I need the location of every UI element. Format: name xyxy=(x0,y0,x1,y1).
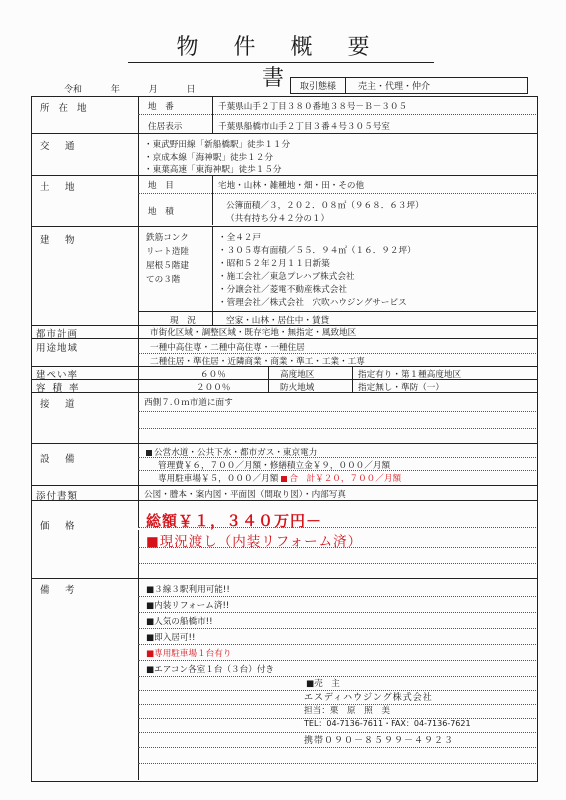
chiban-label: 地 番 xyxy=(148,102,174,112)
zoning-line-1: 一種中高住専・二種中高住専・一種住居 xyxy=(150,343,305,353)
zoning-label: 用途地域 xyxy=(36,343,79,354)
rule xyxy=(138,457,536,458)
building-subdivider xyxy=(212,226,213,312)
date-month: 月 xyxy=(148,85,158,95)
seller-label: ■売 主 xyxy=(306,679,340,689)
rule xyxy=(138,747,536,748)
facilities-label: 設 備 xyxy=(40,454,78,465)
row-divider xyxy=(31,175,538,176)
rule xyxy=(138,628,536,629)
row-divider xyxy=(31,338,538,339)
notes-label: 備 考 xyxy=(40,585,78,596)
title-underline xyxy=(128,62,434,63)
utilities-text: 公営水道・公共下水・都市ガス・東京電力 xyxy=(154,448,318,458)
building-detail-2: ・３０５専有面積／５５．９４㎡（１６．９２坪） xyxy=(218,246,416,256)
jukyo-label: 住居表示 xyxy=(148,122,183,132)
far-label: 容 積 率 xyxy=(36,383,81,394)
rule xyxy=(138,596,536,597)
road-value: 西側７.０ｍ市道に面す xyxy=(144,398,233,408)
structure-line-3: 屋根５階建 xyxy=(146,261,189,271)
row-divider xyxy=(31,500,538,501)
rule xyxy=(138,311,536,312)
seller-company: エスディハウジング株式会社 xyxy=(304,693,433,703)
structure-line-1: 鉄筋コンク xyxy=(146,233,189,243)
seller-tel-fax: TEL：04-7136-7611・FAX：04-7136-7621 xyxy=(304,719,471,728)
attachments-value: 公図・謄本・案内図・平面図（間取り図）・内部写真 xyxy=(144,490,346,500)
row-divider xyxy=(31,133,538,134)
structure-line-2: リート造陸 xyxy=(146,247,189,257)
attachments-label: 添付書類 xyxy=(36,491,79,502)
monthly-total: 合 計￥２０，７００／月額 xyxy=(289,474,402,484)
label-divider-lower xyxy=(138,530,139,780)
location-label: 所 在 地 xyxy=(40,103,90,114)
row-divider xyxy=(31,226,538,227)
deal-type-value: 売主・代理・仲介 xyxy=(358,82,431,92)
land-label: 土 地 xyxy=(40,182,78,193)
rule xyxy=(138,763,536,764)
note-item-4: ■即入居可!! xyxy=(146,633,196,643)
rule xyxy=(138,470,536,471)
transport-line-1: ・東武野田線「新船橋駅」徒歩１１分 xyxy=(144,140,291,150)
rule xyxy=(138,660,536,661)
rule xyxy=(138,114,536,115)
price-status: ■現況渡し（内装リフォーム済） xyxy=(146,534,363,550)
land-subdivider xyxy=(212,175,213,225)
row-divider xyxy=(31,379,538,380)
note-item-2: ■内装リフォーム済!! xyxy=(146,601,230,611)
note-item-1: ■３線３駅利用可能!! xyxy=(146,585,230,595)
status-value: 空家・山林・居住中・賃貸 xyxy=(226,316,330,326)
height-district-label: 高度地区 xyxy=(280,370,315,380)
rule xyxy=(138,193,536,194)
rule xyxy=(138,644,536,645)
transport-label: 交 通 xyxy=(40,141,78,152)
rule xyxy=(138,411,536,412)
note-item-6: ■エアコン各室１台（３台）付き xyxy=(146,665,275,675)
deal-type-label: 取引態様 xyxy=(291,78,346,93)
rule xyxy=(138,563,536,564)
rule xyxy=(138,612,536,613)
deal-type-box xyxy=(290,77,528,94)
rule xyxy=(138,527,536,528)
facilities-line-3 xyxy=(158,472,401,484)
land-area-value: 公簿面積／３，２０２．０８㎡（９６８．６３坪） xyxy=(226,201,424,211)
price-label: 価 格 xyxy=(40,521,78,532)
row-divider xyxy=(31,485,538,486)
seller-person: 担当：栗 原 照 美 xyxy=(304,706,390,716)
planning-value: 市街化区域・調整区域・既存宅地・無指定・風致地区 xyxy=(150,328,357,338)
note-item-3: ■人気の船橋市!! xyxy=(146,617,213,627)
transport-line-3: ・東葉高速「東海神駅」徒歩１５分 xyxy=(144,165,282,175)
date-day: 日 xyxy=(186,85,196,95)
land-area-label: 地 積 xyxy=(148,207,174,217)
building-detail-1: ・全４２戸 xyxy=(218,233,261,243)
facilities-line-2: 管理費￥６，７００／月額・修繕積立金￥９，０００／月額 xyxy=(158,461,391,471)
chiban-value: 千葉県山手２丁目３８０番地３８号－Ｂ－３０５ xyxy=(218,102,408,112)
rule xyxy=(138,428,536,429)
transport-line-2: ・京成本線「海神駅」徒歩１２分 xyxy=(144,153,273,163)
parking-fee: 専用駐車場￥５，０００／月額 xyxy=(158,474,279,484)
price-total: 総額￥１，３４０万円－ xyxy=(146,512,323,530)
status-subdivider xyxy=(212,311,213,325)
seller-mobile: 携帯０９０－８５９９－４９２３ xyxy=(304,736,455,746)
jukyo-value: 千葉県船橋市山手２丁目３番４号３０５号室 xyxy=(218,122,390,132)
coverage-value: ６０％ xyxy=(200,370,226,380)
row-divider xyxy=(31,443,538,444)
height-district-value: 指定有り・第１種高度地区 xyxy=(358,370,462,380)
rule xyxy=(138,547,536,548)
date-year: 年 xyxy=(110,85,120,95)
far-value: ２００％ xyxy=(196,383,231,393)
chimoku-label: 地 目 xyxy=(148,181,174,191)
building-detail-6: ・管理会社／株式会社 穴吹ハウジングサービス xyxy=(218,298,407,308)
row-divider xyxy=(31,392,538,393)
page-title: 物 件 概 要 書 xyxy=(176,35,384,91)
building-label: 建 物 xyxy=(40,235,78,246)
rule xyxy=(138,353,536,354)
chimoku-value: 宅地・山林・雑種地・畑・田・その他 xyxy=(218,181,365,191)
fire-zone-value: 指定無し・準防（一） xyxy=(358,383,444,393)
status-label: 現 況 xyxy=(170,316,196,326)
building-detail-5: ・分譲会社／菱電不動産株式会社 xyxy=(218,285,347,295)
building-detail-4: ・施工会社／東急プレハブ株式会社 xyxy=(218,272,355,282)
label-divider xyxy=(138,96,139,528)
note-item-5: ■専用駐車場１台有り xyxy=(146,649,232,659)
road-label: 接 道 xyxy=(40,399,78,410)
coverage-label: 建ぺい率 xyxy=(36,370,79,381)
row-divider xyxy=(31,578,538,579)
building-detail-3: ・昭和５２年２月１１日新築 xyxy=(218,259,330,269)
structure-line-4: ての３階 xyxy=(146,275,181,285)
date-line xyxy=(64,82,196,95)
land-share-value: （共有持ち分４２分の１） xyxy=(226,214,330,224)
fire-zone-label: 防火地域 xyxy=(280,383,315,393)
date-era: 令和 xyxy=(64,85,83,95)
planning-label: 都市計画 xyxy=(36,329,79,340)
row-divider xyxy=(31,366,538,367)
zoning-line-2: 二種住居・準住居・近隣商業・商業・準工・工業・工専 xyxy=(150,357,365,367)
